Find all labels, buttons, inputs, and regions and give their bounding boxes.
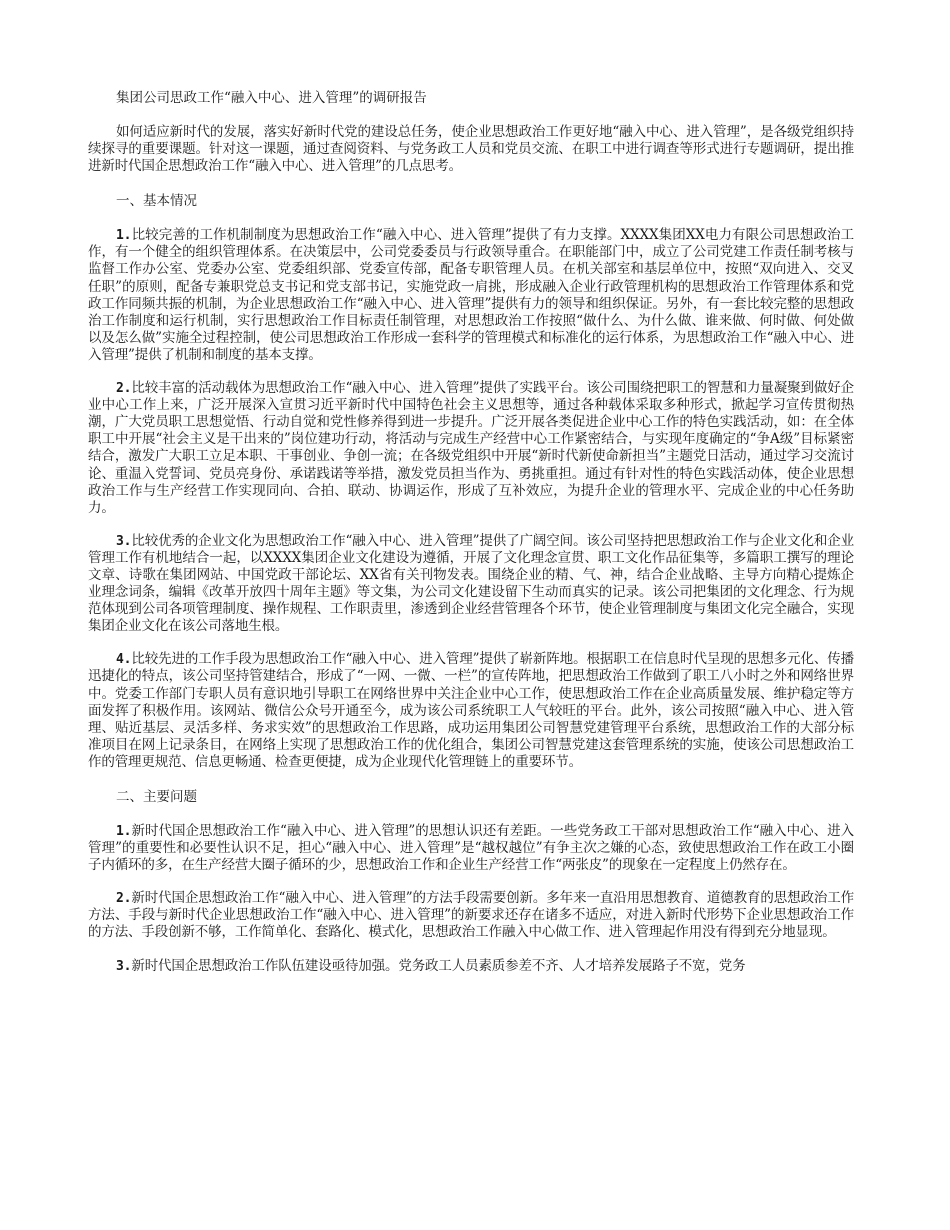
item-text: 新时代国企思想政治工作“融入中心、进入管理”的方法手段需要创新。多年来一直沿用思想教育、道德教育的思想政治工作方法、手段与新时代企业思想政治工作“融入中心、进入管理”的新要求还存在诸多不适应，对进入新时代形势下企业思想政治工作的方法、手段创新不够，工作简单化、套路化、模式化，思想政治工作融入中心做工作、进入管理起作用没有得到充分地显现。: [88, 890, 854, 941]
section1-item-4: [88, 651, 854, 771]
section2-item-3: [88, 958, 854, 975]
item-text: 新时代国企思想政治工作“融入中心、进入管理”的思想认识还有差距。一些党务政工干部对思想政治工作“融入中心、进入管理”的重要性和必要性认识不足，担心“融入中心、进入管理”是“越权越位”有争主次之嫌的心态，致使思想政治工作在政工小圈子内循环的多，在生产经营大圈子循环的少，思想政治工作和企业生产经营工作“两张皮”的现象在一定程度上仍然存在。: [88, 823, 854, 874]
item-text: 新时代国企思想政治工作队伍建设亟待加强。党务政工人员素质参差不齐、人才培养发展路子不宽，党务: [131, 957, 746, 974]
item-number: 1.: [116, 824, 132, 839]
item-text: 比较先进的工作手段为思想政治工作“融入中心、进入管理”提供了崭新阵地。根据职工在信息时代呈现的思想多元化、传播迅捷化的特点，该公司坚持管建结合，形成了“一网、一微、一栏”的宣传阵地，把思想政治工作做到了职工八小时之外和网络世界中。党委工作部门专职人员有意识地引导职工在网络世界中关注企业中心工作，使思想政治工作在企业高质量发展、维护稳定等方面发挥了积极作用。该网站、微信公众号开通至今，成为该公司系统职工人气较旺的平台。此外，该公司按照“融入中心、进入管理、贴近基层、灵活多样、务求实效”的思想政治工作思路，成功运用集团公司智慧党建管理平台系统，思想政治工作的大部分标准项目在网上记录条目，在网络上实现了思想政治工作的优化组合，集团公司智慧党建这套管理系统的实施，使该公司思想政治工作的管理更规范、信息更畅通、检查更便捷，成为企业现代化管理链上的重要环节。: [88, 651, 854, 770]
section2-item-1: [88, 823, 854, 874]
document-title: 集团公司思政工作“融入中心、进入管理”的调研报告: [116, 90, 427, 106]
section-heading-problems: 二、主要问题: [116, 789, 197, 805]
item-number: 3.: [116, 958, 132, 974]
item-text: 比较完善的工作机制制度为思想政治工作“融入中心、进入管理”提供了有力支撑。XXXX集团XX电力有限公司思想政治工作，有一个健全的组织管理体系。在决策层中，公司党委委员与行政领导重合。在职能部门中，成立了公司党建工作责任制考核与监督工作办公室、党委办公室、党委组织部、党委宣传部，配备专职管理人员。在机关部室和基层单位中，按照“双向进入、交叉任职”的原则，配备专兼职党总支书记和党支部书记，实施党政一肩挑，形成融入企业行政管理机构的思想政治工作管理体系和党政工作同频共振的机制，为企业思想政治工作“融入中心、进入管理”提供有力的领导和组织保证。另外，有一套比较完整的思想政治工作制度和运行机制，实行思想政治工作目标责任制管理，对思想政治工作按照“做什么、为什么做、谁来做、何时做、何处做以及怎么做”实施全过程控制，使公司思想政治工作形成一套科学的管理模式和标准化的运行体系，为思想政治工作“融入中心、进入管理”提供了机制和制度的基本支撑。: [88, 227, 854, 363]
item-number: 3.: [116, 533, 132, 549]
section1-item-2: [88, 380, 854, 517]
item-text: 比较丰富的活动载体为思想政治工作“融入中心、进入管理”提供了实践平台。该公司围绕把职工的智慧和力量凝聚到做好企业中心工作上来，广泛开展深入宣贯习近平新时代中国特色社会主义思想等，通过各种载体采取多种形式，掀起学习宣传贯彻热潮，广大党员职工思想觉悟、行动自觉和党性修养得到进一步提升。广泛开展各类促进企业中心工作的特色实践活动，如：在全体职工中开展“社会主义是干出来的”岗位建功行动，将活动与完成生产经营中心工作紧密结合，与实现年度确定的“争A级”目标紧密结合，激发广大职工立足本职、干事创业、争创一流；在各级党组织中开展“新时代新使命新担当”主题党日活动，通过学习交流讨论、重温入党誓词、党员亮身份、承诺践诺等举措，激发党员担当作为、勇挑重担。通过有针对性的特色实践活动体，使企业思想政治工作与生产经营工作实现同向、合拍、联动、协调运作，形成了互补效应，为提升企业的管理水平、完成企业的中心任务助力。: [88, 380, 854, 516]
item-number: 2.: [116, 381, 132, 397]
item-number: 4.: [116, 652, 132, 668]
item-text: 比较优秀的企业文化为思想政治工作“融入中心、进入管理”提供了广阔空间。该公司坚持把思想政治工作与企业文化和企业管理工作有机地结合一起，以XXXX集团企业文化建设为遵循，开展了文化理念宣贯、职工文化作品征集等，多篇职工撰写的理论文章、诗歌在集团网站、中国党政干部论坛、XX省有关刊物发表。围绕企业的精、气、神，结合企业战略、主导方向精心提炼企业理念词条，编辑《改革开放四十周年主题》等文集，为公司文化建设留下生动而真实的记录。该公司把集团的文化理念、行为规范体现到公司各项管理制度、操作规程、工作职责里，渗透到企业经营管理各个环节，使企业管理制度与集团文化完全融合，实现集团企业文化在该公司落地生根。: [88, 532, 854, 635]
document-page: [88, 88, 854, 991]
intro-paragraph: 如何适应新时代的发展，落实好新时代党的建设总任务，使企业思想政治工作更好地“融入中心、进入管理”，是各级党组织持续探寻的重要课题。针对这一课题，通过查阅资料、与党务政工人员和党员交流、在职工中进行调查等形式进行专题调研，提出推进新时代国企思想政治工作“融入中心、进入管理”的几点思考。: [88, 124, 854, 175]
item-number: 2.: [116, 891, 132, 907]
item-number: 1.: [116, 228, 132, 244]
section2-item-2: [88, 890, 854, 941]
section-heading-basic: 一、基本情况: [116, 193, 197, 210]
section1-item-3: [88, 533, 854, 636]
section1-item-1: [88, 227, 854, 364]
